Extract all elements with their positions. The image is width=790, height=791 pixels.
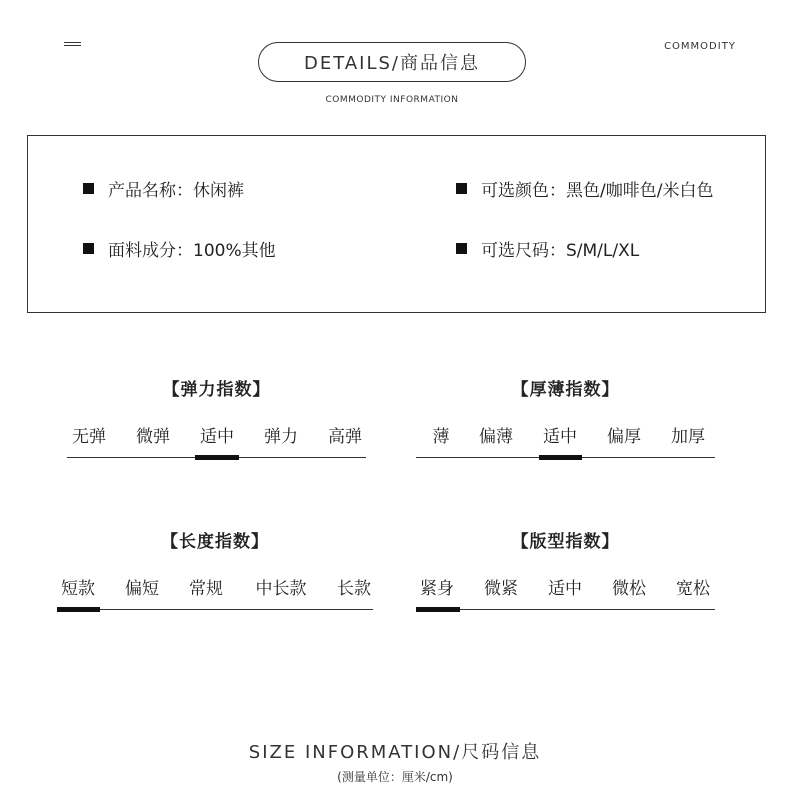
details-title (258, 42, 526, 82)
fit-option: 宽松 (676, 579, 710, 599)
fit-option: 微紧 (484, 579, 518, 599)
elasticity-selected-marker (195, 455, 239, 460)
length-selected-marker (57, 607, 100, 612)
elasticity-index-title: 【弹力指数】 (162, 380, 271, 400)
fit-option: 微松 (612, 579, 646, 599)
thickness-option: 偏厚 (607, 427, 641, 447)
info-colors (456, 176, 713, 201)
info-fabric-text: 面料成分：100%其他 (108, 241, 276, 261)
length-index-title: 【长度指数】 (161, 532, 269, 552)
fit-option: 适中 (548, 579, 582, 599)
thickness-option: 加厚 (671, 427, 705, 447)
thickness-option: 偏薄 (479, 427, 513, 447)
length-option: 常规 (189, 579, 223, 599)
menu-icon[interactable] (64, 42, 81, 47)
product-info-box (27, 135, 766, 313)
details-subtitle: COMMODITY INFORMATION (325, 95, 459, 105)
thickness-option-selected: 适中 (543, 427, 577, 447)
info-sizes (456, 236, 639, 261)
bullet-icon (456, 183, 467, 194)
info-product-name-text: 产品名称：休闲裤 (108, 181, 244, 201)
thickness-option: 薄 (432, 427, 450, 447)
info-sizes-text: 可选尺码：S/M/L/XL (481, 241, 640, 261)
bullet-icon (83, 183, 94, 194)
info-colors-text: 可选颜色：黑色/咖啡色/米白色 (481, 181, 714, 201)
corner-label: COMMODITY (664, 41, 736, 52)
length-option: 长款 (337, 579, 371, 599)
bullet-icon (83, 243, 94, 254)
fit-scale-line (416, 609, 715, 610)
elasticity-option-selected: 适中 (200, 427, 234, 447)
elasticity-option: 微弹 (136, 427, 170, 447)
length-option-selected: 短款 (61, 579, 95, 599)
bullet-icon (456, 243, 467, 254)
elasticity-option: 无弹 (72, 427, 106, 447)
length-option: 偏短 (125, 579, 159, 599)
info-product-name (83, 176, 244, 201)
elasticity-option: 高弹 (328, 427, 362, 447)
fit-index-title: 【版型指数】 (511, 532, 620, 552)
fit-selected-marker (416, 607, 460, 612)
length-option: 中长款 (255, 579, 307, 599)
fit-option-selected: 紧身 (420, 579, 454, 599)
thickness-index-title: 【厚薄指数】 (511, 380, 620, 400)
info-fabric (83, 236, 276, 261)
length-scale-line (57, 609, 373, 610)
elasticity-option: 弹力 (264, 427, 298, 447)
size-info-note: (测量单位：厘米/cm) (337, 770, 453, 784)
size-info-title: SIZE INFORMATION/尺码信息 (248, 742, 542, 763)
thickness-selected-marker (539, 455, 582, 460)
details-title-text: DETAILS/商品信息 (304, 53, 480, 74)
